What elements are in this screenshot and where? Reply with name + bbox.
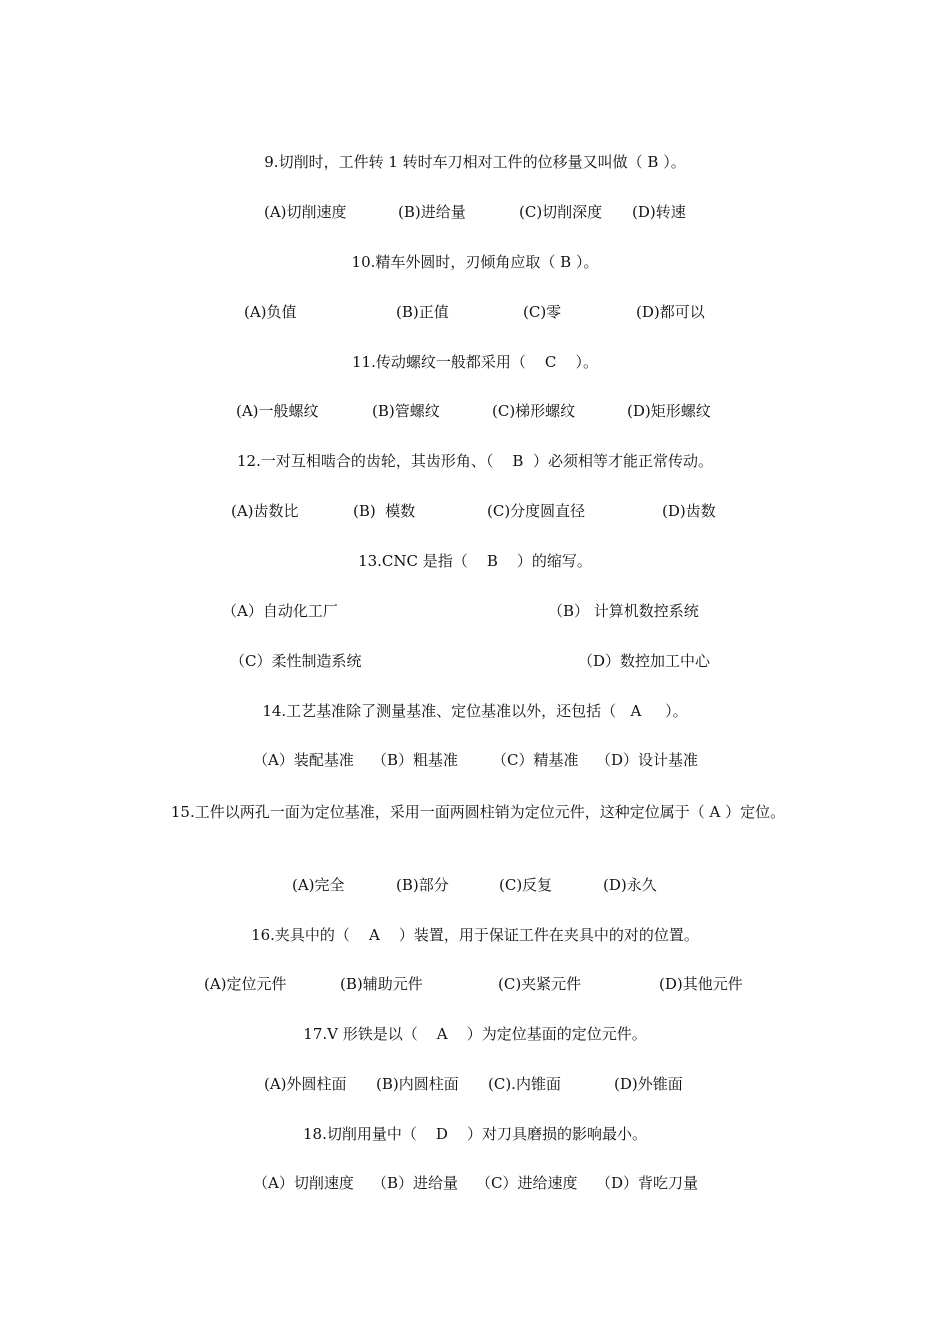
option-d: (D)其他元件 <box>659 975 743 993</box>
option-b: (B)管螺纹 <box>372 402 440 420</box>
question-9-options <box>0 201 950 223</box>
option-b: (B)辅助元件 <box>340 975 423 993</box>
option-a: （A）自动化工厂 <box>222 602 338 620</box>
option-d: （D）背吃刀量 <box>596 1174 699 1192</box>
question-12-options <box>0 500 950 522</box>
question-18-options <box>0 1172 950 1194</box>
option-b: （B）粗基准 <box>372 751 459 769</box>
question-13-stem: 13.CNC 是指（ B ）的缩写。 <box>358 552 592 570</box>
question-9-stem: 9.切削时，工件转 1 转时车刀相对工件的位移量又叫做（ B ）。 <box>264 153 686 171</box>
option-a: (A)外圆柱面 <box>264 1075 347 1093</box>
option-a: (A)切削速度 <box>264 203 347 221</box>
question-18-stem: 18.切削用量中（ D ）对刀具磨损的影响最小。 <box>302 1125 648 1143</box>
option-c: (C)分度圆直径 <box>487 502 586 520</box>
question-14-options <box>0 749 950 771</box>
option-a: (A)一般螺纹 <box>236 402 319 420</box>
question-15-stem: 15.工件以两孔一面为定位基准，采用一面两圆柱销为定位元件，这种定位属于（ A ）定位。 <box>170 803 786 821</box>
question-12-stem: 12.一对互相啮合的齿轮，其齿形角、（ B ）必须相等才能正常传动。 <box>237 452 713 470</box>
option-b: (B) 模数 <box>353 502 416 520</box>
question-11-stem: 11.传动螺纹一般都采用（ C ）。 <box>352 353 598 371</box>
question-10-options <box>0 301 950 323</box>
option-c: (C).内锥面 <box>488 1075 561 1093</box>
question-10-stem: 10.精车外圆时，刃倾角应取（ B ）。 <box>351 253 599 271</box>
option-b: (B)内圆柱面 <box>376 1075 459 1093</box>
option-d: (D)齿数 <box>662 502 716 520</box>
option-c: （C）柔性制造系统 <box>230 652 362 670</box>
option-d: （D）数控加工中心 <box>578 652 711 670</box>
option-b: （B） 计算机数控系统 <box>548 602 699 620</box>
option-a: （A）切削速度 <box>253 1174 354 1192</box>
question-11-options <box>0 400 950 422</box>
option-c: (C)反复 <box>499 876 553 894</box>
option-d: (D)都可以 <box>636 303 705 321</box>
option-b: （B）进给量 <box>372 1174 459 1192</box>
question-13-options-row2 <box>0 650 950 672</box>
option-c: （C）进给速度 <box>476 1174 578 1192</box>
question-14-stem: 14.工艺基准除了测量基准、定位基准以外，还包括（ A ）。 <box>262 702 688 720</box>
option-c: (C)零 <box>523 303 562 321</box>
option-d: (D)转速 <box>632 203 686 221</box>
option-a: (A)负值 <box>244 303 297 321</box>
question-15-options <box>0 874 950 896</box>
option-c: （C）精基准 <box>492 751 579 769</box>
question-17-options <box>0 1073 950 1095</box>
option-d: (D)永久 <box>603 876 657 894</box>
option-d: (D)矩形螺纹 <box>627 402 711 420</box>
option-b: (B)部分 <box>396 876 449 894</box>
option-d: (D)外锥面 <box>614 1075 683 1093</box>
question-13-options-row1 <box>0 600 950 622</box>
option-c: (C)切削深度 <box>519 203 603 221</box>
option-a: (A)完全 <box>292 876 345 894</box>
question-17-stem: 17.V 形铁是以（ A ）为定位基面的定位元件。 <box>303 1025 647 1043</box>
option-b: (B)正值 <box>396 303 449 321</box>
option-d: （D）设计基准 <box>596 751 699 769</box>
question-16-stem: 16.夹具中的（ A ）装置，用于保证工件在夹具中的对的位置。 <box>251 926 699 944</box>
option-c: (C)梯形螺纹 <box>492 402 576 420</box>
option-a: （A）装配基准 <box>253 751 354 769</box>
question-16-options <box>0 973 950 995</box>
option-b: (B)进给量 <box>398 203 466 221</box>
option-a: (A)齿数比 <box>231 502 299 520</box>
option-a: (A)定位元件 <box>204 975 287 993</box>
option-c: (C)夹紧元件 <box>498 975 582 993</box>
